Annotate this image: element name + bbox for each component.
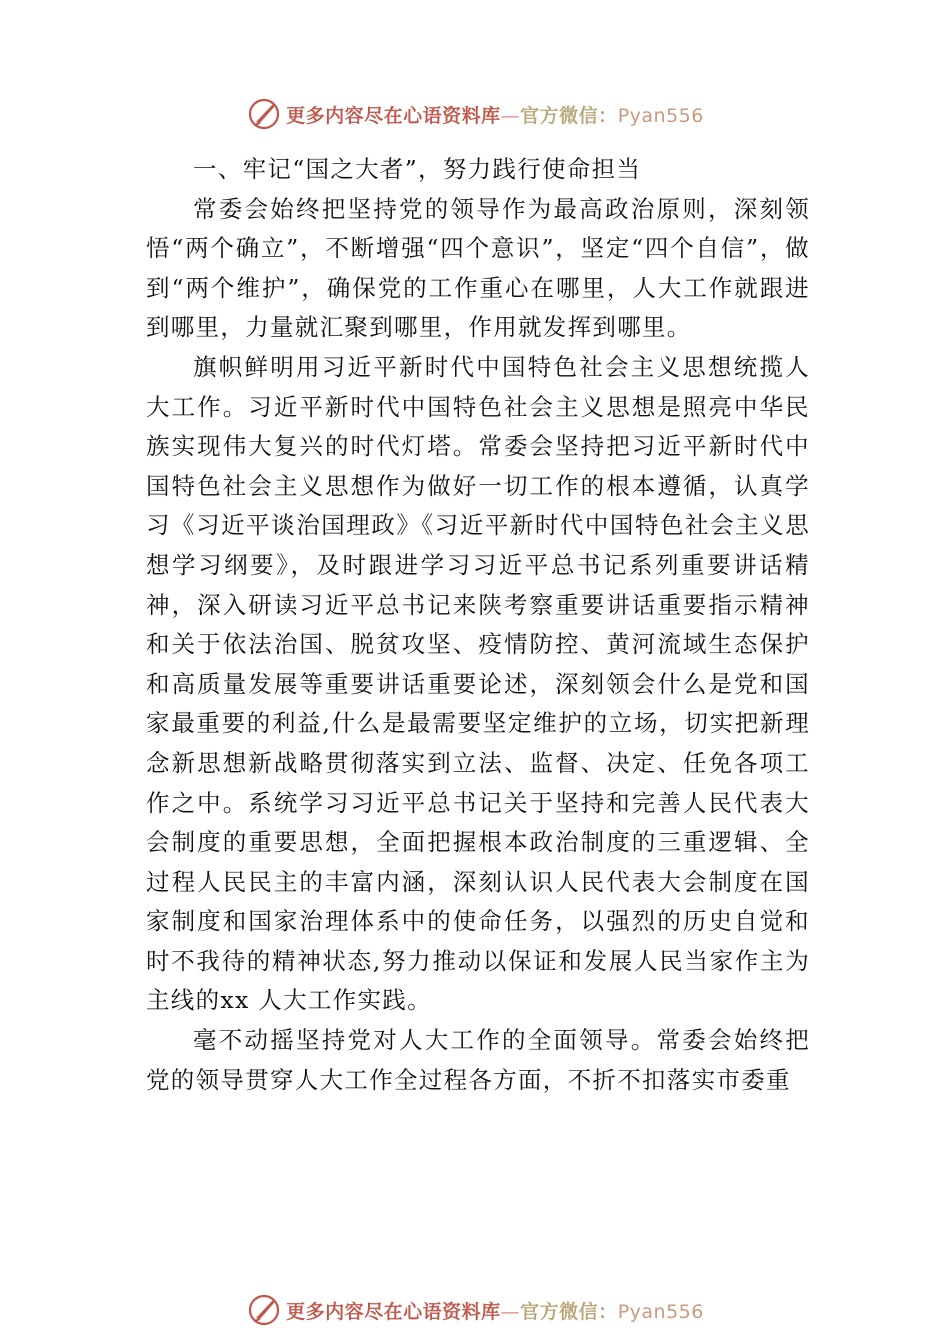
watermark-text — [286, 1297, 704, 1324]
watermark-wechat-label: 官方微信： — [520, 104, 618, 127]
paragraph-2: 旗帜鲜明用习近平新时代中国特色社会主义思想统揽人大工作。习近平新时代中国特色社会主义思想是照亮中华民族实现伟大复兴的时代灯塔。常委会坚持把习近平新时代中国特色社会主义思想作为做好一切工作的根本遵循，认真学习《习近平谈治国理政》《习近平新时代中国特色社会主义思想学习纲要》，及时跟进学习习近平总书记系列重要讲话精神，深入研读习近平总书记来陕考察重要讲话重要指示精神和关于依法治国、脱贫攻坚、疫情防控、黄河流域生态保护和高质量发展等重要讲话重要论述，深刻领会什么是党和国家最重要的利益,什么是最需要坚定维护的立场，切实把新理念新思想新战略贯彻落实到立法、监督、决定、任免各项工作之中。系统学习习近平总书记关于坚持和完善人民代表大会制度的重要思想，全面把握根本政治制度的三重逻辑、全过程人民民主的丰富内涵，深刻认识人民代表大会制度在国家制度和国家治理体系中的使命任务，以强烈的历史自觉和时不我待的精神状态,努力推动以保证和发展人民当家作主为主线的xx 人大工作实践。 — [146, 352, 810, 1015]
section-heading: 一、牢记“国之大者”，努力践行使命担当 — [193, 155, 642, 183]
header-watermark — [0, 94, 950, 134]
footer-watermark — [0, 1290, 950, 1330]
watermark-dash: — — [500, 104, 521, 127]
quill-logo-icon — [246, 96, 282, 132]
paragraph-3: 毫不动摇坚持党对人大工作的全面领导。常委会始终把党的领导贯穿人大工作全过程各方面，不折不扣落实市委重 — [146, 1026, 810, 1094]
watermark-wechat-id: Pyan556 — [617, 1300, 704, 1323]
watermark-wechat-label: 官方微信： — [520, 1300, 618, 1323]
document-body — [146, 150, 810, 1100]
watermark-brand: 更多内容尽在心语资料库 — [286, 1300, 501, 1323]
quill-logo-icon — [246, 1292, 282, 1328]
paragraph-1: 常委会始终把坚持党的领导作为最高政治原则，深刻领悟“两个确立”，不断增强“四个意识”，坚定“四个自信”，做到“两个维护”，确保党的工作重心在哪里，人大工作就跟进到哪里，力量就汇聚到哪里，作用就发挥到哪里。 — [146, 194, 810, 342]
watermark-dash: — — [500, 1300, 521, 1323]
watermark-wechat-id: Pyan556 — [617, 104, 704, 127]
watermark-text — [286, 101, 704, 128]
watermark-brand: 更多内容尽在心语资料库 — [286, 104, 501, 127]
